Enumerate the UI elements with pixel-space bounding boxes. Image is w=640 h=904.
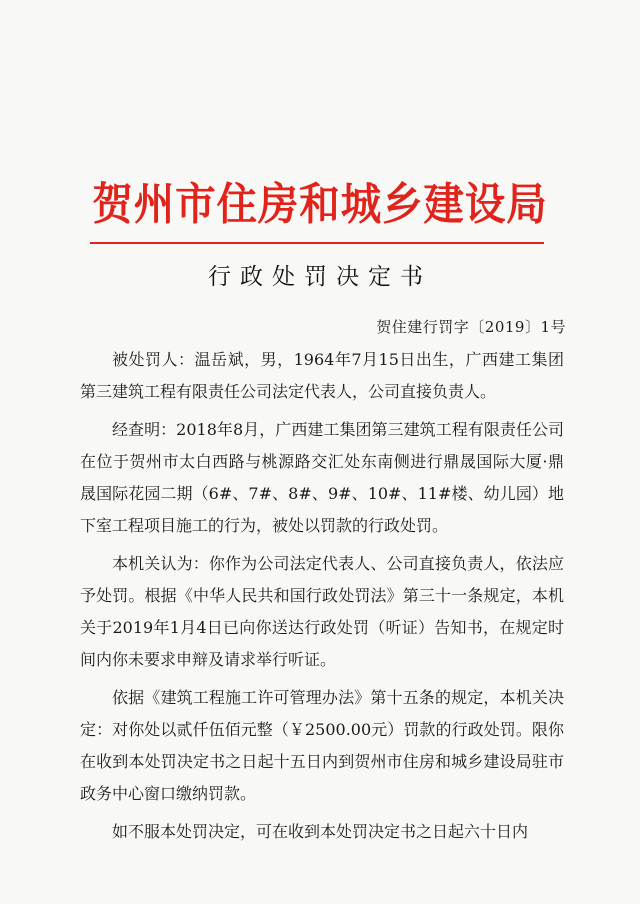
paragraph-penalized-party: 被处罚人：温岳斌，男，1964年7月15日出生，广西建工集团第三建筑工程有限责任公司法定代表人，公司直接负责人。 [80,350,564,401]
issuing-authority-header: 贺州市住房和城乡建设局 [92,179,548,230]
paragraph-findings: 经查明：2018年8月，广西建工集团第三建筑工程有限责任公司在位于贺州市太白西路与桃源路交汇处东南侧进行鼎晟国际大厦·鼎晟国际花园二期（6#、7#、8#、9#、10#、11#楼、幼儿园）地下室工程项目施工的行为，被处以罚款的行政处罚。 [80,420,564,535]
document-number: 贺住建行罚字〔2019〕1号 [376,318,566,336]
paragraph-decision: 依据《建筑工程施工许可管理办法》第十五条的规定，本机关决定：对你处以贰仟伍佰元整（￥2500.00元）罚款的行政处罚。限你在收到本处罚决定书之日起十五日内到贺州市住房和城乡建设局驻市政务中心窗口缴纳罚款。 [80,688,564,803]
paragraph-opinion: 本机关认为：你作为公司法定代表人、公司直接负责人，依法应予处罚。根据《中华人民共和国行政处罚法》第三十一条规定，本机关于2019年1月4日已向你送达行政处罚（听证）告知书，在规定时间内你未要求申辩及请求举行听证。 [80,554,564,669]
paragraph-appeal: 如不服本处罚决定，可在收到本处罚决定书之日起六十日内 [112,822,529,841]
document-body [80,344,564,848]
red-divider-line [90,242,544,244]
document-title: 行政处罚决定书 [208,264,432,290]
